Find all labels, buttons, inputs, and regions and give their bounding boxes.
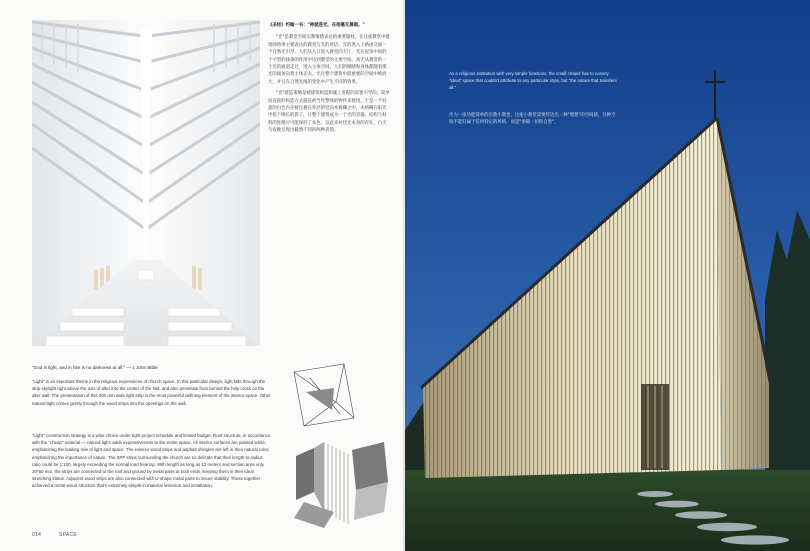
- structure-diagram: [284, 362, 396, 530]
- right-caption-english: As a religious institution with very simple functions, the small chapel has to convey "ideal" space that couldn't attribute to any particular style, but "the nature that transfers all.": [449, 71, 617, 90]
- page-gutter: [403, 0, 407, 551]
- interior-photo: [32, 20, 260, 346]
- right-page-photo: [405, 0, 810, 551]
- page-number: 014: [32, 532, 42, 538]
- bible-quote: "God is light, and in him is no darkness at all." — 1 John Bible: [32, 365, 158, 370]
- english-paragraph-2: "Light" construction strategy is a wise choice under tight project schedule and limited budget. Roof structure, in accordance with the "cheap" material — natural light, adds expressiveness to the entire space. All interior surfaces are painted white, emphasizing the leading role of light and space. The exterior wood strips and asphalt shingles are left in their natural color, emphasizing the importance of nature. The SPF strips surrounding the church are so delicate that their length-to-radius ratio could be 1:120, largely exceeding the normal load bearing. With length as long as 12 meters and section area only 30*50 mm, the strips are connected to the roof and ground by metal parts at both ends, keeping them in their ideal stretching status. Adjacent wood strips are also connected with U-shape metal parts to insure stability. These together achieved a metal-wood structure that's extremely simple in material selection and installation.: [32, 433, 271, 489]
- interior-illustration: [32, 20, 260, 346]
- english-paragraph-1: "Light" is an important theme in the religious expressions of church space. In this particular design, light falls through the strip skylight right above the axis of alter into the center of the hall, and also penetrate from behind the holy cross on the alter wall. The presentation of this 300 mm wide light strip is the most powerful defining element of the interior space. Other natural light comes gently through the wood strips into the openings on the wall.: [32, 379, 271, 406]
- chinese-lead-quote: 《圣经》约翰一书："神就是光，在他毫无黑暗。": [268, 23, 365, 28]
- section-label: SPACE: [58, 532, 78, 538]
- right-caption-chinese: 作为一座功能简单的宗教小教堂，这座小教堂需要传达出一种"理想"的空间感，这种空间不能归属于任何特定的风格，而是"承载一切的自然"。: [449, 113, 616, 125]
- page-footer: [32, 532, 93, 538]
- chinese-paragraph-2: "光"建造策略是被建筑构造和施工进程的需要引导的。简单而直接的构造方式就是被当作整体的物件来使用。于是一个轻盈的白色内壳被包裹在外层的竖向木格栅之中，木格栅在阳光中投下细长的影子，让整个建筑成为一个光的容器。结构与材料的处理尽可能保持了本色，以此来衬托光本身的存在，白天与夜晚呈现出截然不同的两种表情。: [268, 91, 390, 134]
- chinese-text-column: [268, 22, 390, 352]
- chinese-paragraph-1: "光"是教堂空间宗教情感表达的重要题材。在这座教堂中建筑师将事主要表达的教堂与光的对话。光的进入上路由交通一个自然光引导，人们从入口进入教堂向大厅，光在屋顶中间的十字型的线条的作用中达到教堂的主要空间。高光从教堂的一个光的通道走过，进入主体空间，人们的眼睛和身体都随着那光的线条向着主体走去。光在整个建筑中最重要的空间中被放大，并且在自然光线的变化中产生不同的效果。: [268, 35, 390, 85]
